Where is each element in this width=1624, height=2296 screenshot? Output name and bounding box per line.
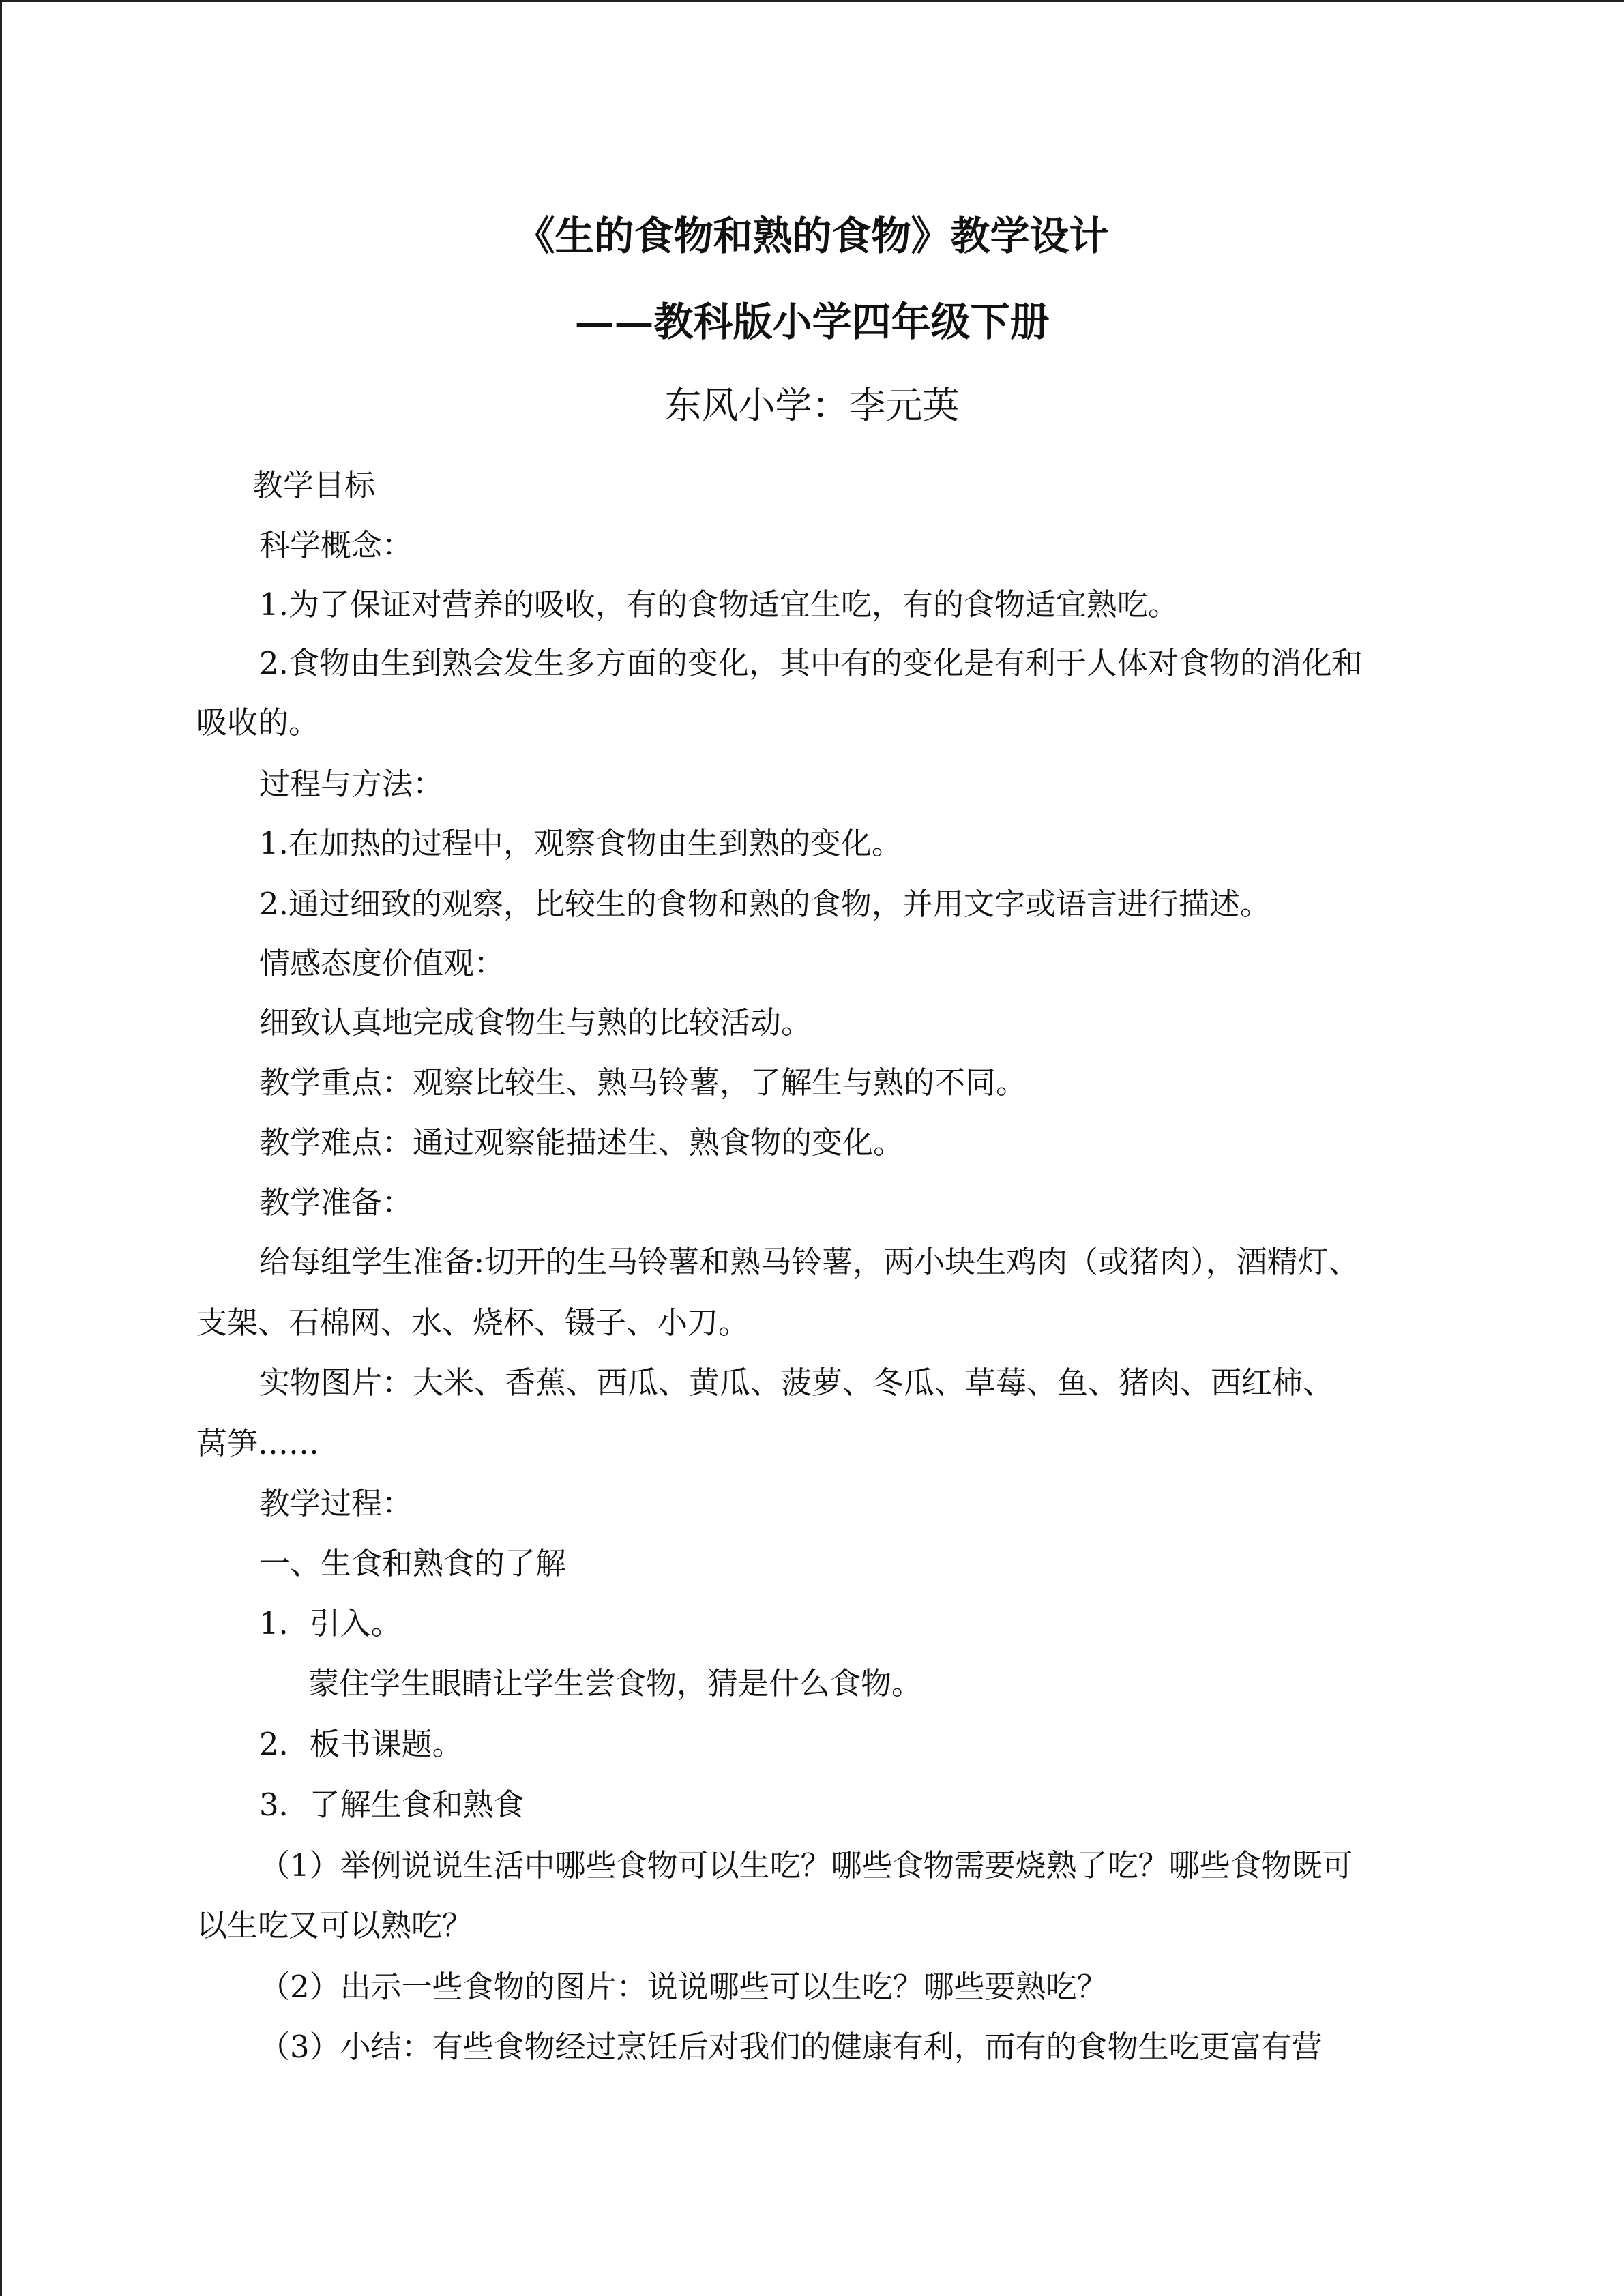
heading-teaching-goals: 教学目标 (252, 467, 376, 503)
step-1-intro: 1．引入。 (259, 1605, 402, 1641)
document-title: 《生的食物和熟的食物》教学设计 (515, 213, 1109, 259)
heading-science-concepts: 科学概念： (259, 527, 413, 563)
paragraph-pictures-line2: 莴笋…… (196, 1425, 320, 1461)
step-2-title: 2．板书课题。 (259, 1726, 463, 1762)
paragraph-attitude: 细致认真地完成食物生与熟的比较活动。 (259, 1004, 812, 1041)
heading-teaching-process: 教学过程： (259, 1485, 413, 1521)
paragraph-concept-2-line1: 2.食物由生到熟会发生多方面的变化，其中有的变化是有利于人体对食物的消化和 (259, 645, 1363, 681)
document-subtitle: ——教科版小学四年级下册 (574, 299, 1050, 345)
section-heading-1: 一、生食和熟食的了解 (259, 1545, 567, 1581)
step-3-item-3: （3）小结：有些食物经过烹饪后对我们的健康有利，而有的食物生吃更富有营 (259, 2029, 1323, 2065)
paragraph-method-2: 2.通过细致的观察，比较生的食物和熟的食物，并用文字或语言进行描述。 (259, 886, 1271, 922)
page-border-top (0, 0, 1624, 2)
paragraph-key-point: 教学重点：观察比较生、熟马铃薯，了解生与熟的不同。 (259, 1064, 1027, 1101)
step-3-item-1-line1: （1）举例说说生活中哪些食物可以生吃？哪些食物需要烧熟了吃？哪些食物既可 (259, 1847, 1353, 1883)
document-author: 东风小学：李元英 (664, 384, 960, 427)
paragraph-materials-line1: 给每组学生准备:切开的生马铃薯和熟马铃薯，两小块生鸡肉（或猪肉），酒精灯、 (259, 1244, 1359, 1280)
paragraph-method-1: 1.在加热的过程中，观察食物由生到熟的变化。 (259, 825, 902, 861)
paragraph-materials-line2: 支架、石棉网、水、烧杯、镊子、小刀。 (196, 1304, 750, 1341)
heading-process-methods: 过程与方法： (259, 766, 444, 802)
step-1-detail: 蒙住学生眼睛让学生尝食物，猜是什么食物。 (308, 1665, 923, 1701)
paragraph-concept-1: 1.为了保证对营养的吸收，有的食物适宜生吃，有的食物适宜熟吃。 (259, 586, 1179, 623)
paragraph-pictures-line1: 实物图片：大米、香蕉、西瓜、黄瓜、菠萝、冬瓜、草莓、鱼、猪肉、西红柿、 (259, 1365, 1334, 1401)
step-3-item-2: （2）出示一些食物的图片：说说哪些可以生吃？哪些要熟吃？ (259, 1969, 1108, 2005)
step-3-item-1-line2: 以生吃又可以熟吃？ (196, 1907, 473, 1943)
heading-attitude-values: 情感态度价值观： (259, 945, 505, 981)
heading-preparation: 教学准备： (259, 1184, 413, 1221)
paragraph-difficulty: 教学难点：通过观察能描述生、熟食物的变化。 (259, 1124, 904, 1161)
paragraph-concept-2-line2: 吸收的。 (196, 704, 320, 741)
step-3-title: 3．了解生食和熟食 (259, 1787, 525, 1823)
